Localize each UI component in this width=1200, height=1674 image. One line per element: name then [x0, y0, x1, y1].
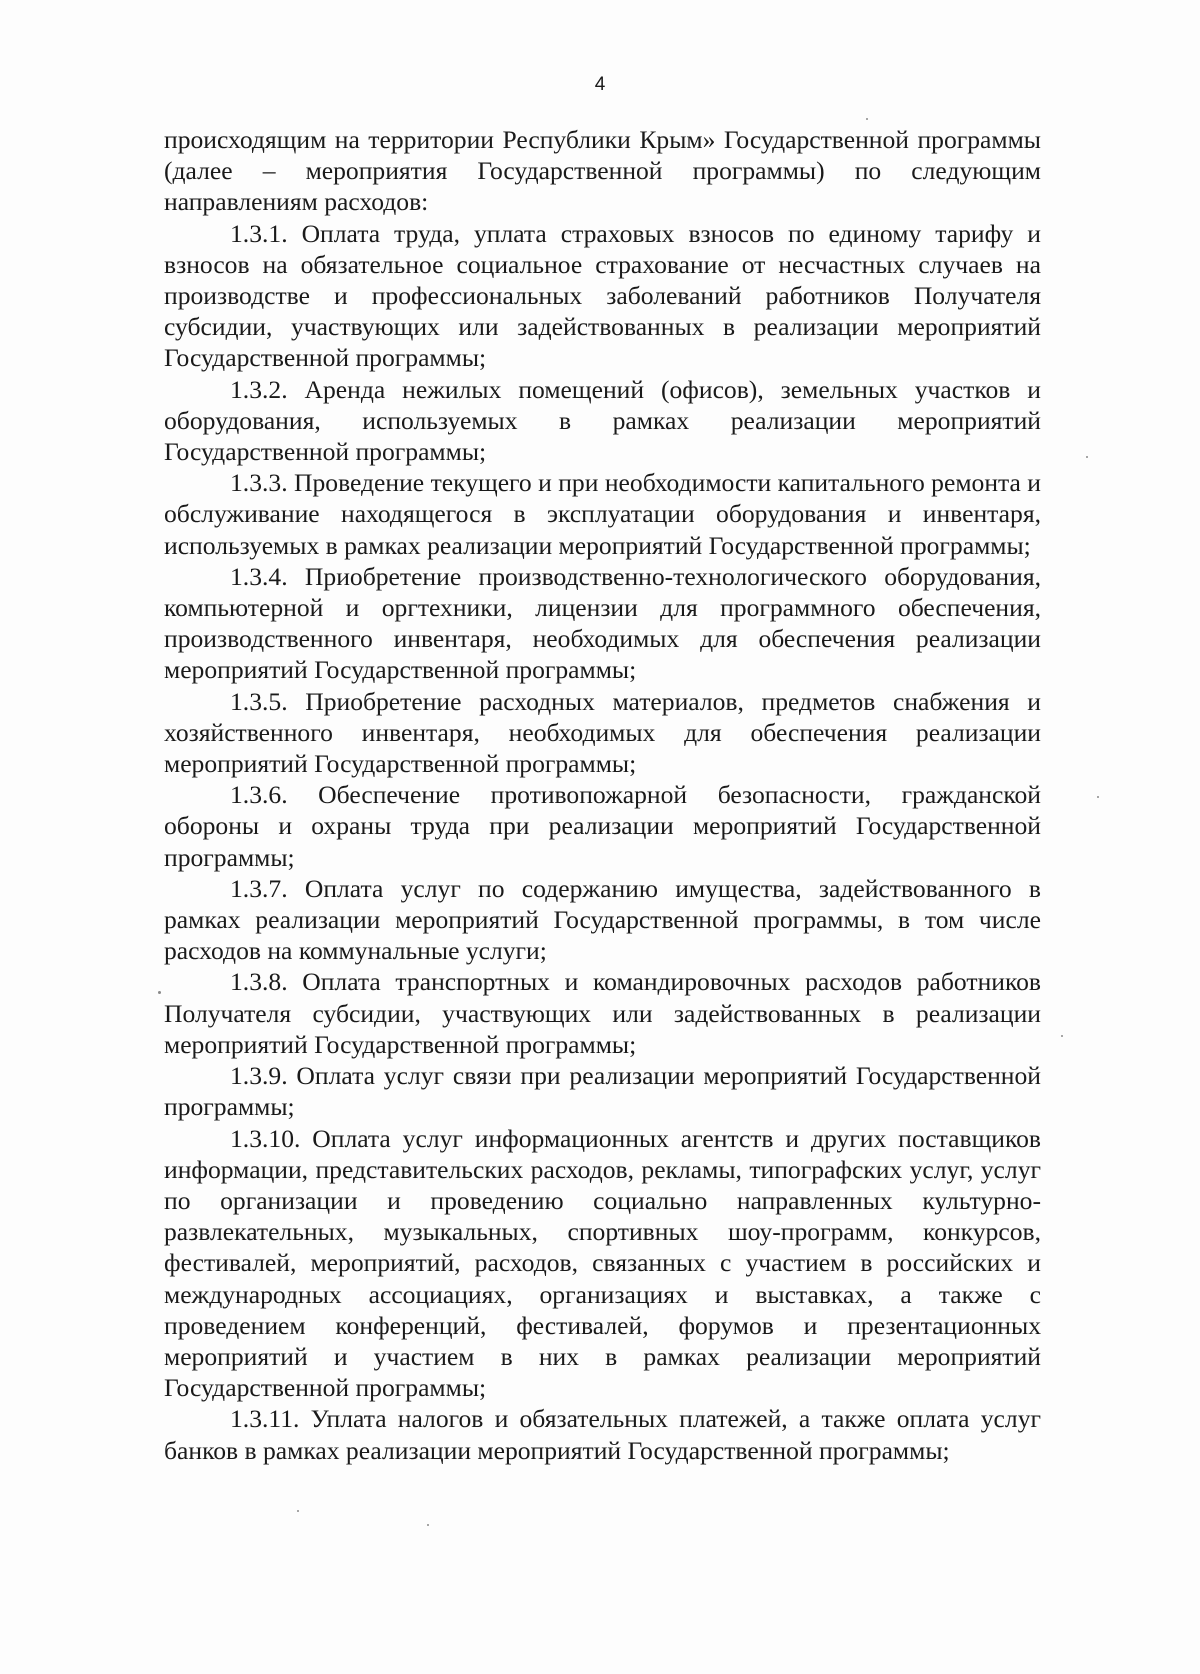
- document-body: [164, 124, 1041, 1466]
- scan-speck: [158, 991, 161, 994]
- list-item-1-3-3: 1.3.3. Проведение текущего и при необходимости капитального ремонта и обслуживание находящегося в эксплуатации оборудования и инвентаря, используемых в рамках реализации мероприятий Государственной программы;: [164, 468, 1041, 560]
- list-item-1-3-4: 1.3.4. Приобретение производственно-технологического оборудования, компьютерной и оргтехники, лицензии для программного обеспечения, производственного инвентаря, необходимых для обеспечения реализации мероприятий Государственной программы;: [164, 561, 1041, 685]
- list-item-1-3-11: 1.3.11. Уплата налогов и обязательных платежей, а также оплата услуг банков в рамках реализации мероприятий Государственной программы;: [164, 1404, 1041, 1465]
- list-item-1-3-6: 1.3.6. Обеспечение противопожарной безопасности, гражданской обороны и охраны труда при реализации мероприятий Государственной программы;: [164, 780, 1041, 872]
- scan-speck: [1097, 796, 1099, 798]
- scan-speck: [297, 1510, 299, 1512]
- page-number: 4: [594, 74, 606, 95]
- list-item-1-3-7: 1.3.7. Оплата услуг по содержанию имущества, задействованного в рамках реализации мероприятий Государственной программы, в том числе расходов на коммунальные услуги;: [164, 873, 1041, 966]
- scan-speck: [427, 1524, 429, 1526]
- list-item-1-3-9: 1.3.9. Оплата услуг связи при реализации мероприятий Государственной программы;: [164, 1061, 1041, 1122]
- scan-speck: [1061, 1035, 1063, 1037]
- scan-speck: [866, 118, 868, 120]
- list-item-1-3-10: 1.3.10. Оплата услуг информационных агентств и других поставщиков информации, представительских расходов, рекламы, типографских услуг, услуг по организации и проведению социально направленных культурно-развлекательных, музыкальных, спортивных шоу-программ, конкурсов, фестивалей, мероприятий, расходов, связанных с участием в российских и международных ассоциациях, организациях и выставках, а также с проведением конференций, фестивалей, форумов и презентационных мероприятий и участием в них в рамках реализации мероприятий Государственной программы;: [164, 1123, 1041, 1403]
- list-item-1-3-8: 1.3.8. Оплата транспортных и командировочных расходов работников Получателя субсидии, участвующих или задействованных в реализации мероприятий Государственной программы;: [164, 967, 1041, 1059]
- list-item-1-3-2: 1.3.2. Аренда нежилых помещений (офисов), земельных участков и оборудования, используемых в рамках реализации мероприятий Государственной программы;: [164, 374, 1041, 467]
- scan-speck: [1086, 456, 1088, 458]
- continuation-paragraph: происходящим на территории Республики Крым» Государственной программы (далее – мероприятия Государственной программы) по следующим направлениям расходов:: [164, 125, 1041, 217]
- list-item-1-3-1: 1.3.1. Оплата труда, уплата страховых взносов по единому тарифу и взносов на обязательное социальное страхование от несчастных случаев на производстве и профессиональных заболеваний работников Получателя субсидии, участвующих или задействованных в реализации мероприятий Государственной программы;: [164, 218, 1041, 373]
- list-item-1-3-5: 1.3.5. Приобретение расходных материалов, предметов снабжения и хозяйственного инвентаря, необходимых для обеспечения реализации мероприятий Государственной программы;: [164, 686, 1041, 779]
